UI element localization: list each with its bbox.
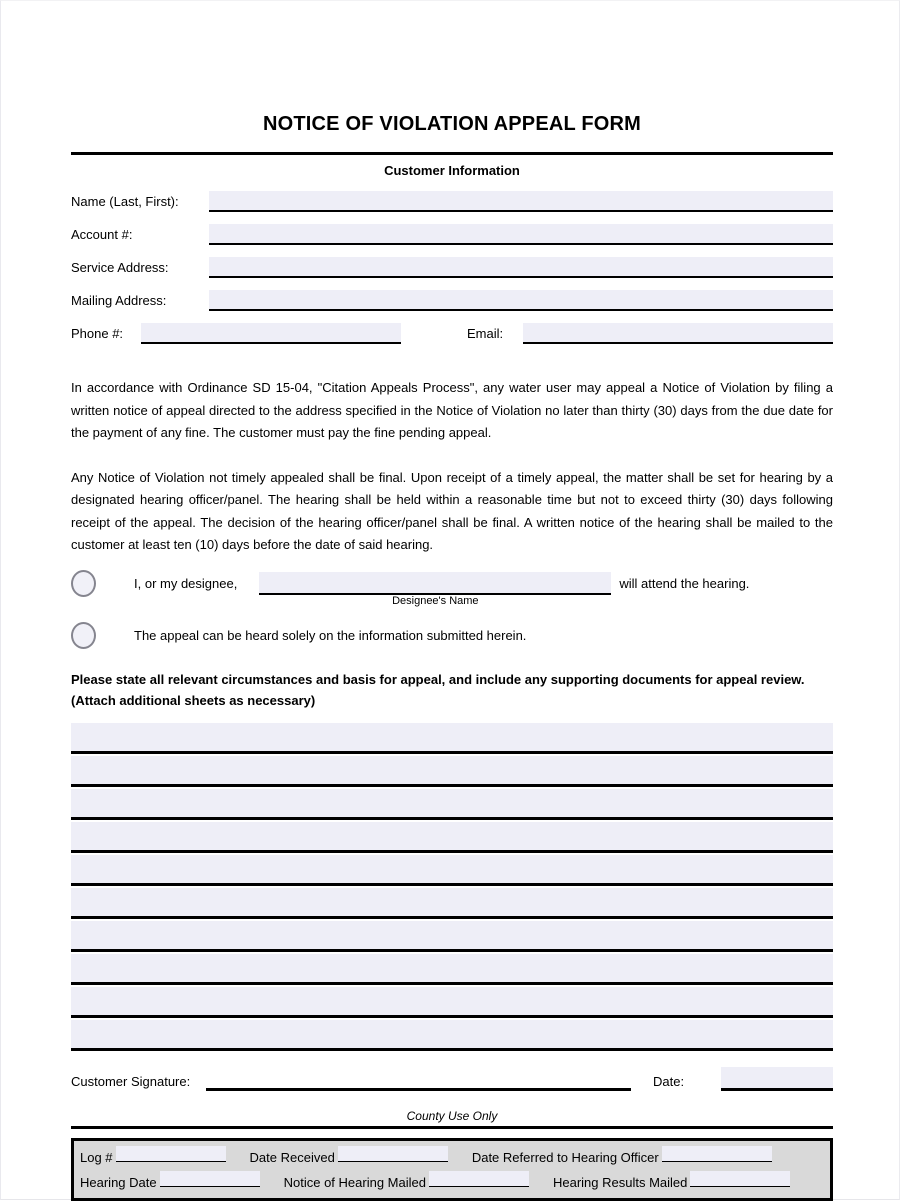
- paragraph-hearing-rules: Any Notice of Violation not timely appealed shall be final. Upon receipt of a timely appeal, the matter shall be set for hearing by a designated hearing officer/panel. The hearing shall be held within a reasonable time but not to exceed thirty (30) days following receipt of the appeal. The decision of the hearing officer/panel shall be final. A written notice of the hearing shall be mailed to the customer at least ten (10) days before the date of said hearing.: [71, 469, 833, 552]
- radio-written-only-icon[interactable]: [71, 622, 96, 649]
- field-row-name: [71, 188, 833, 212]
- date-received-input[interactable]: [338, 1146, 448, 1162]
- radio-attend-hearing-icon[interactable]: [71, 570, 96, 597]
- section-heading-customer-information: Customer Information: [384, 163, 520, 178]
- date-referred-input[interactable]: [662, 1146, 772, 1162]
- customer-signature-label: Customer Signature:: [71, 1073, 191, 1089]
- answer-line[interactable]: [71, 888, 833, 919]
- name-input[interactable]: [209, 191, 833, 212]
- appeal-statement-lines: [71, 723, 833, 1051]
- county-use-only-caption: County Use Only: [406, 1108, 498, 1123]
- phone-input[interactable]: [141, 323, 401, 344]
- hearing-results-mailed-label: Hearing Results Mailed: [552, 1174, 688, 1190]
- option-written-only-label: The appeal can be heard solely on the information submitted herein.: [134, 628, 527, 643]
- customer-information-fields: [71, 188, 833, 344]
- county-use-row-2: [80, 1171, 824, 1192]
- field-row-service-address: [71, 254, 833, 278]
- mailing-address-input[interactable]: [209, 290, 833, 311]
- option-attend-hearing-lead: I, or my designee,: [134, 576, 238, 591]
- answer-line[interactable]: [71, 723, 833, 754]
- email-input[interactable]: [523, 323, 833, 344]
- field-row-account: [71, 221, 833, 245]
- signature-date-label: Date:: [653, 1073, 685, 1089]
- notice-of-hearing-mailed-label: Notice of Hearing Mailed: [283, 1174, 426, 1190]
- designee-name-group: [259, 572, 611, 607]
- account-input[interactable]: [209, 224, 833, 245]
- log-number-label: Log #: [80, 1149, 113, 1165]
- answer-line[interactable]: [71, 789, 833, 820]
- appeal-instructions-line1: Please state all relevant circumstances and basis for appeal, and include any supporting documents for appeal review.: [71, 671, 805, 687]
- notice-of-hearing-mailed-input[interactable]: [429, 1171, 529, 1187]
- account-label: Account #:: [71, 227, 133, 242]
- answer-line[interactable]: [71, 954, 833, 985]
- appeal-instructions-line2: (Attach additional sheets as necessary): [71, 692, 316, 708]
- answer-line[interactable]: [71, 855, 833, 886]
- appeal-instructions: [71, 669, 833, 711]
- customer-signature-input[interactable]: [206, 1068, 631, 1091]
- form-body: [71, 1, 833, 1201]
- county-use-row-1: [80, 1146, 824, 1167]
- answer-line[interactable]: [71, 756, 833, 787]
- title-divider: [71, 152, 833, 155]
- answer-line[interactable]: [71, 822, 833, 853]
- county-use-only-box: [71, 1138, 833, 1201]
- answer-line[interactable]: [71, 987, 833, 1018]
- name-label: Name (Last, First):: [71, 194, 179, 209]
- signature-row: [71, 1067, 833, 1091]
- field-row-phone-email: [71, 320, 833, 344]
- date-referred-label: Date Referred to Hearing Officer: [471, 1149, 659, 1165]
- option-attend-hearing-tail: will attend the hearing.: [619, 576, 750, 591]
- phone-label: Phone #:: [71, 326, 124, 341]
- appeal-options: [71, 569, 833, 651]
- paragraph-appeals-process: In accordance with Ordinance SD 15-04, "Citation Appeals Process", any water user may appeal a Notice of Violation by filing a written notice of appeal directed to the address specified in the Notice of Violation no later than thirty (30) days from the due date for the payment of any fine. The customer must pay the fine pending appeal.: [71, 380, 833, 440]
- option-attend-hearing-row[interactable]: [71, 569, 833, 607]
- hearing-date-input[interactable]: [160, 1171, 260, 1187]
- field-row-mailing-address: [71, 287, 833, 311]
- signature-date-input[interactable]: [721, 1067, 833, 1091]
- mailing-address-label: Mailing Address:: [71, 293, 167, 308]
- service-address-label: Service Address:: [71, 260, 169, 275]
- date-received-label: Date Received: [249, 1149, 335, 1165]
- page-title: NOTICE OF VIOLATION APPEAL FORM: [262, 113, 642, 135]
- designee-name-input[interactable]: [259, 572, 611, 595]
- hearing-results-mailed-input[interactable]: [690, 1171, 790, 1187]
- answer-line[interactable]: [71, 1020, 833, 1051]
- email-label: Email:: [467, 326, 504, 341]
- option-written-only-row[interactable]: [71, 621, 833, 651]
- service-address-input[interactable]: [209, 257, 833, 278]
- log-number-input[interactable]: [116, 1146, 226, 1162]
- hearing-date-label: Hearing Date: [80, 1174, 157, 1190]
- answer-line[interactable]: [71, 921, 833, 952]
- county-use-divider: [71, 1126, 833, 1129]
- designee-name-caption: Designee's Name: [392, 595, 479, 607]
